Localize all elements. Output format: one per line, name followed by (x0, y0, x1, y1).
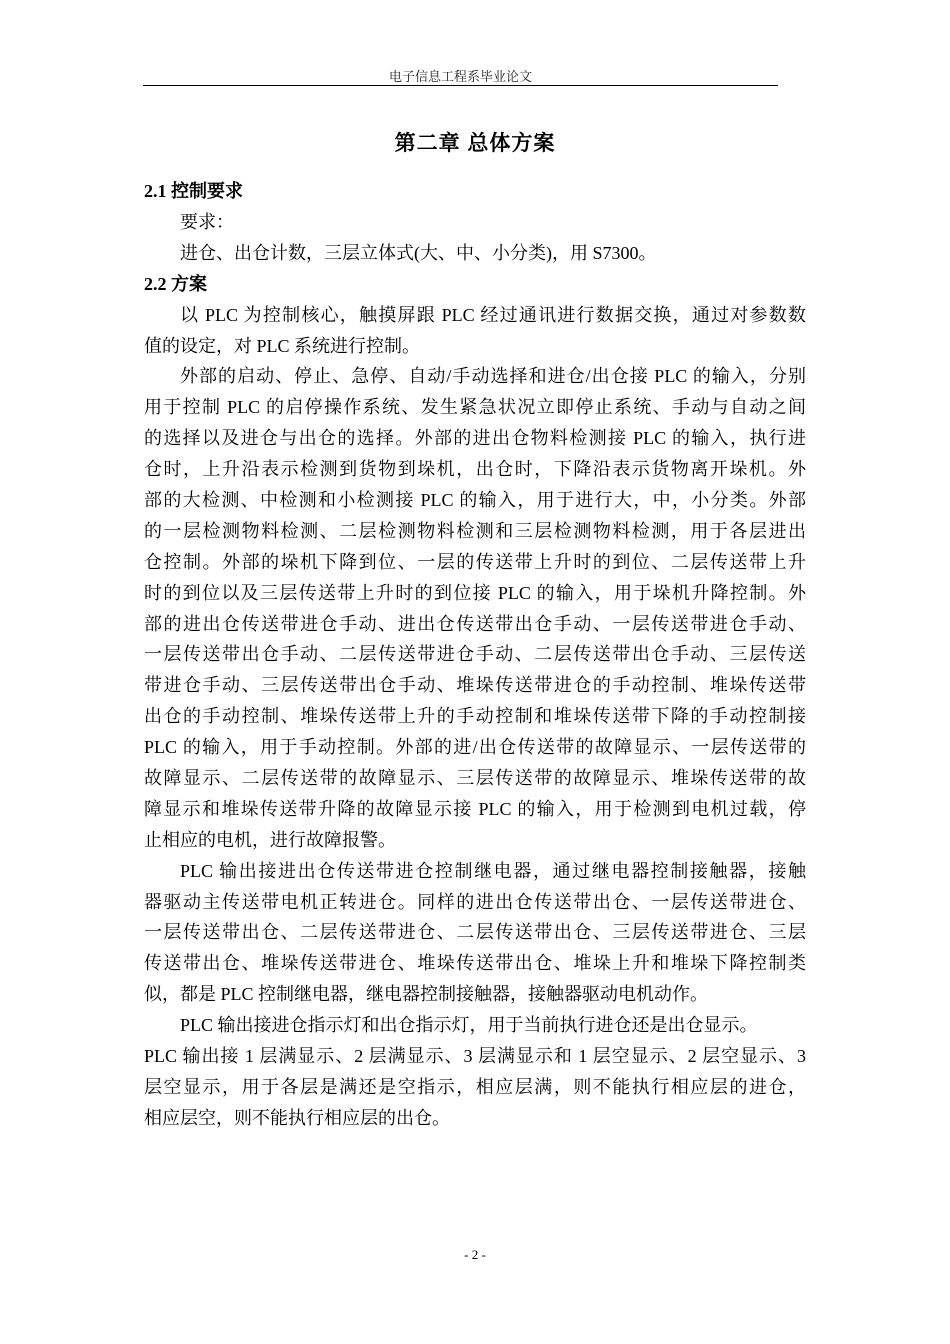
paragraph-line: 值的设定，对 PLC 系统进行控制。 (144, 335, 421, 356)
paragraph-line: 以 PLC 为控制核心，触摸屏跟 PLC 经过通讯进行数据交换，通过对参数数 (180, 304, 806, 325)
paragraph-line: PLC 的输入，用于手动控制。外部的进/出仓传送带的故障显示、一层传送带的 (144, 737, 806, 758)
paragraph-line: 的一层检测物料检测、二层检测物料检测和三层检测物料检测，用于各层进出 (144, 520, 806, 541)
paragraph-line: 部的大检测、中检测和小检测接 PLC 的输入，用于进行大，中，小分类。外部 (144, 489, 806, 510)
paragraph-line: 止相应的电机，进行故障报警。 (144, 829, 396, 850)
paragraph-line: 带进仓手动、三层传送带出仓手动、堆垛传送带进仓的手动控制、堆垛传送带 (144, 675, 806, 696)
paragraph-line: 部的进出仓传送带进仓手动、进出仓传送带出仓手动、一层传送带进仓手动、 (144, 613, 806, 634)
text-line: 进仓、出仓计数，三层立体式(大、中、小分类)，用 S7300。 (180, 242, 657, 263)
section-paragraphs (144, 300, 806, 1134)
paragraph-line: PLC 输出接 1 层满显示、2 层满显示、3 层满显示和 1 层空显示、2 层空显示、3 (144, 1046, 806, 1067)
paragraph-line: 一层传送带出仓手动、二层传送带进仓手动、二层传送带出仓手动、三层传送 (144, 644, 806, 665)
paragraph-line: 时的到位以及三层传送带上升时的到位接 PLC 的输入，用于垛机升降控制。外 (144, 582, 806, 603)
text-line: 要求： (180, 211, 234, 232)
paragraph-line: 出仓的手动控制、堆垛传送带上升的手动控制和堆垛传送带下降的手动控制接 (144, 706, 806, 727)
paragraph-line: 层空显示，用于各层是满还是空指示，相应层满，则不能执行相应层的进仓， (144, 1076, 806, 1097)
paragraph-line: 仓控制。外部的垛机下降到位、一层的传送带上升时的到位、二层传送带上升 (144, 551, 806, 572)
paragraph-line: 似，都是 PLC 控制继电器，继电器控制接触器，接触器驱动电机动作。 (144, 984, 709, 1005)
paragraph-line: 器驱动主传送带电机正转进仓。同样的进出仓传送带出仓、一层传送带进仓、 (144, 891, 806, 912)
page-number: - 2 - (464, 1247, 486, 1262)
paragraph-line: 仓时，上升沿表示检测到货物到垛机，出仓时，下降沿表示货物离开垛机。外 (144, 459, 806, 480)
section-heading: 2.1 控制要求 (144, 181, 243, 201)
paragraph-line: 障显示和堆垛传送带升降的故障显示接 PLC 的输入，用于检测到电机过载，停 (144, 798, 806, 819)
paragraph-line: 相应层空，则不能执行相应层的出仓。 (144, 1107, 450, 1128)
paragraph-line: PLC 输出接进出仓传送带进仓控制继电器，通过继电器控制接触器，接触 (180, 860, 806, 881)
section-heading: 2.2 方案 (144, 273, 207, 294)
chapter-title: 第二章 总体方案 (394, 132, 556, 155)
paragraph-line: 用于控制 PLC 的启停操作系统、发生紧急状况立即停止系统、手动与自动之间 (144, 397, 806, 418)
running-header: 电子信息工程系毕业论文 (388, 69, 532, 84)
paragraph-line: PLC 输出接进仓指示灯和出仓指示灯，用于当前执行进仓还是出仓显示。 (180, 1015, 758, 1036)
header-rule (143, 85, 778, 86)
paragraph-line: 外部的启动、停止、急停、自动/手动选择和进仓/出仓接 PLC 的输入，分别 (180, 366, 806, 387)
paragraph-line: 故障显示、二层传送带的故障显示、三层传送带的故障显示、堆垛传送带的故 (144, 768, 806, 788)
document-body (144, 176, 806, 1134)
paragraph-line: 传送带出仓、堆垛传送带进仓、堆垛传送带出仓、堆垛上升和堆垛下降控制类 (144, 953, 806, 974)
paragraph-line: 的选择以及进仓与出仓的选择。外部的进出仓物料检测接 PLC 的输入，执行进 (144, 428, 806, 449)
paragraph-line: 一层传送带出仓、二层传送带进仓、二层传送带出仓、三层传送带进仓、三层 (144, 922, 806, 943)
